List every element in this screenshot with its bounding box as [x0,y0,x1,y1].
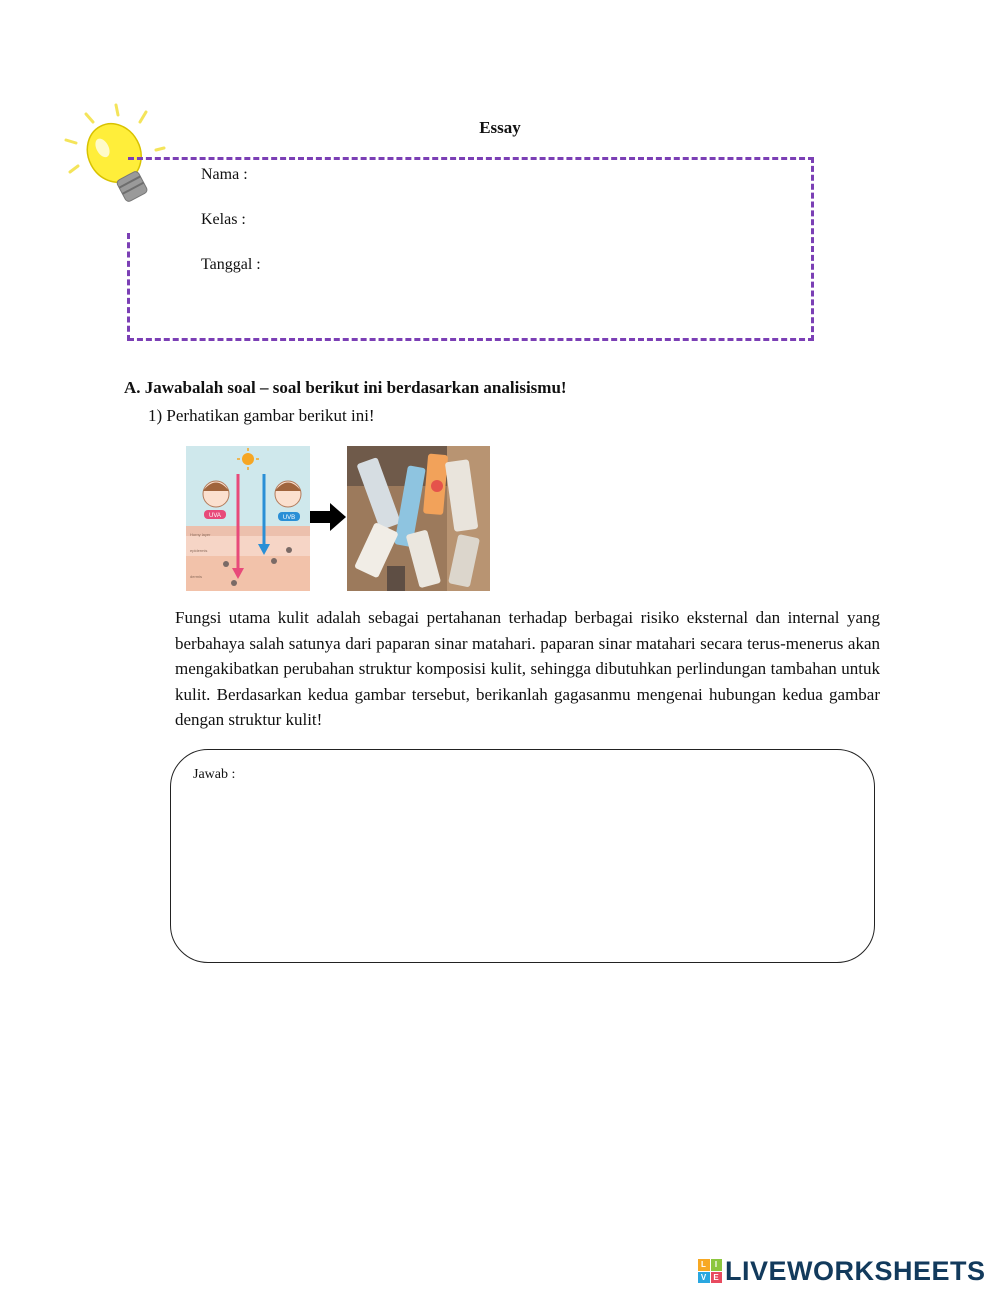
right-arrow-icon [310,503,346,531]
name-field-label[interactable]: Nama : [201,166,248,183]
liveworksheets-logo [698,1256,986,1286]
uvb-label: UVB [282,515,296,521]
identity-box-left-border [127,233,130,341]
logo-letter: V [698,1272,710,1284]
identity-box [128,157,814,341]
page-title: Essay [479,118,521,137]
logo-letter: I [711,1259,723,1271]
logo-letter: E [711,1272,723,1284]
answer-box[interactable] [170,749,875,963]
date-field-label[interactable]: Tanggal : [201,256,261,273]
epidermis-label: epidermis [190,548,208,553]
question-1-prompt: 1) Perhatikan gambar berikut ini! [148,406,375,425]
answer-label: Jawab : [193,767,236,782]
question-paragraph: Fungsi utama kulit adalah sebagai pertahanan terhadap berbagai risiko eksternal dan internal yang berbahaya salah satunya dari paparan sinar matahari. paparan sinar matahari secara terus-menerus akan mengakibatkan perubahan struktur komposisi kulit, sehingga dibutuhkan perlindungan tambahan untuk kulit. Berdasarkan kedua gambar tersebut, berikanlah gagasanmu mengenai hubungan kedua gambar dengan struktur kulit! [175,608,880,729]
class-field-label[interactable]: Kelas : [201,211,246,228]
logo-letter: L [698,1259,710,1271]
section-heading: A. Jawabalah soal – soal berikut ini berdasarkan analisismu! [124,378,567,397]
logo-squares-icon [698,1259,722,1283]
sunscreen-products-image [347,446,490,591]
uv-skin-diagram-image [186,446,310,591]
uva-label: UVA [209,513,221,519]
logo-text: LIVEWORKSHEETS [725,1255,986,1286]
horny-layer-label: Horny layer [190,532,211,537]
dermis-label: dermis [190,574,203,579]
